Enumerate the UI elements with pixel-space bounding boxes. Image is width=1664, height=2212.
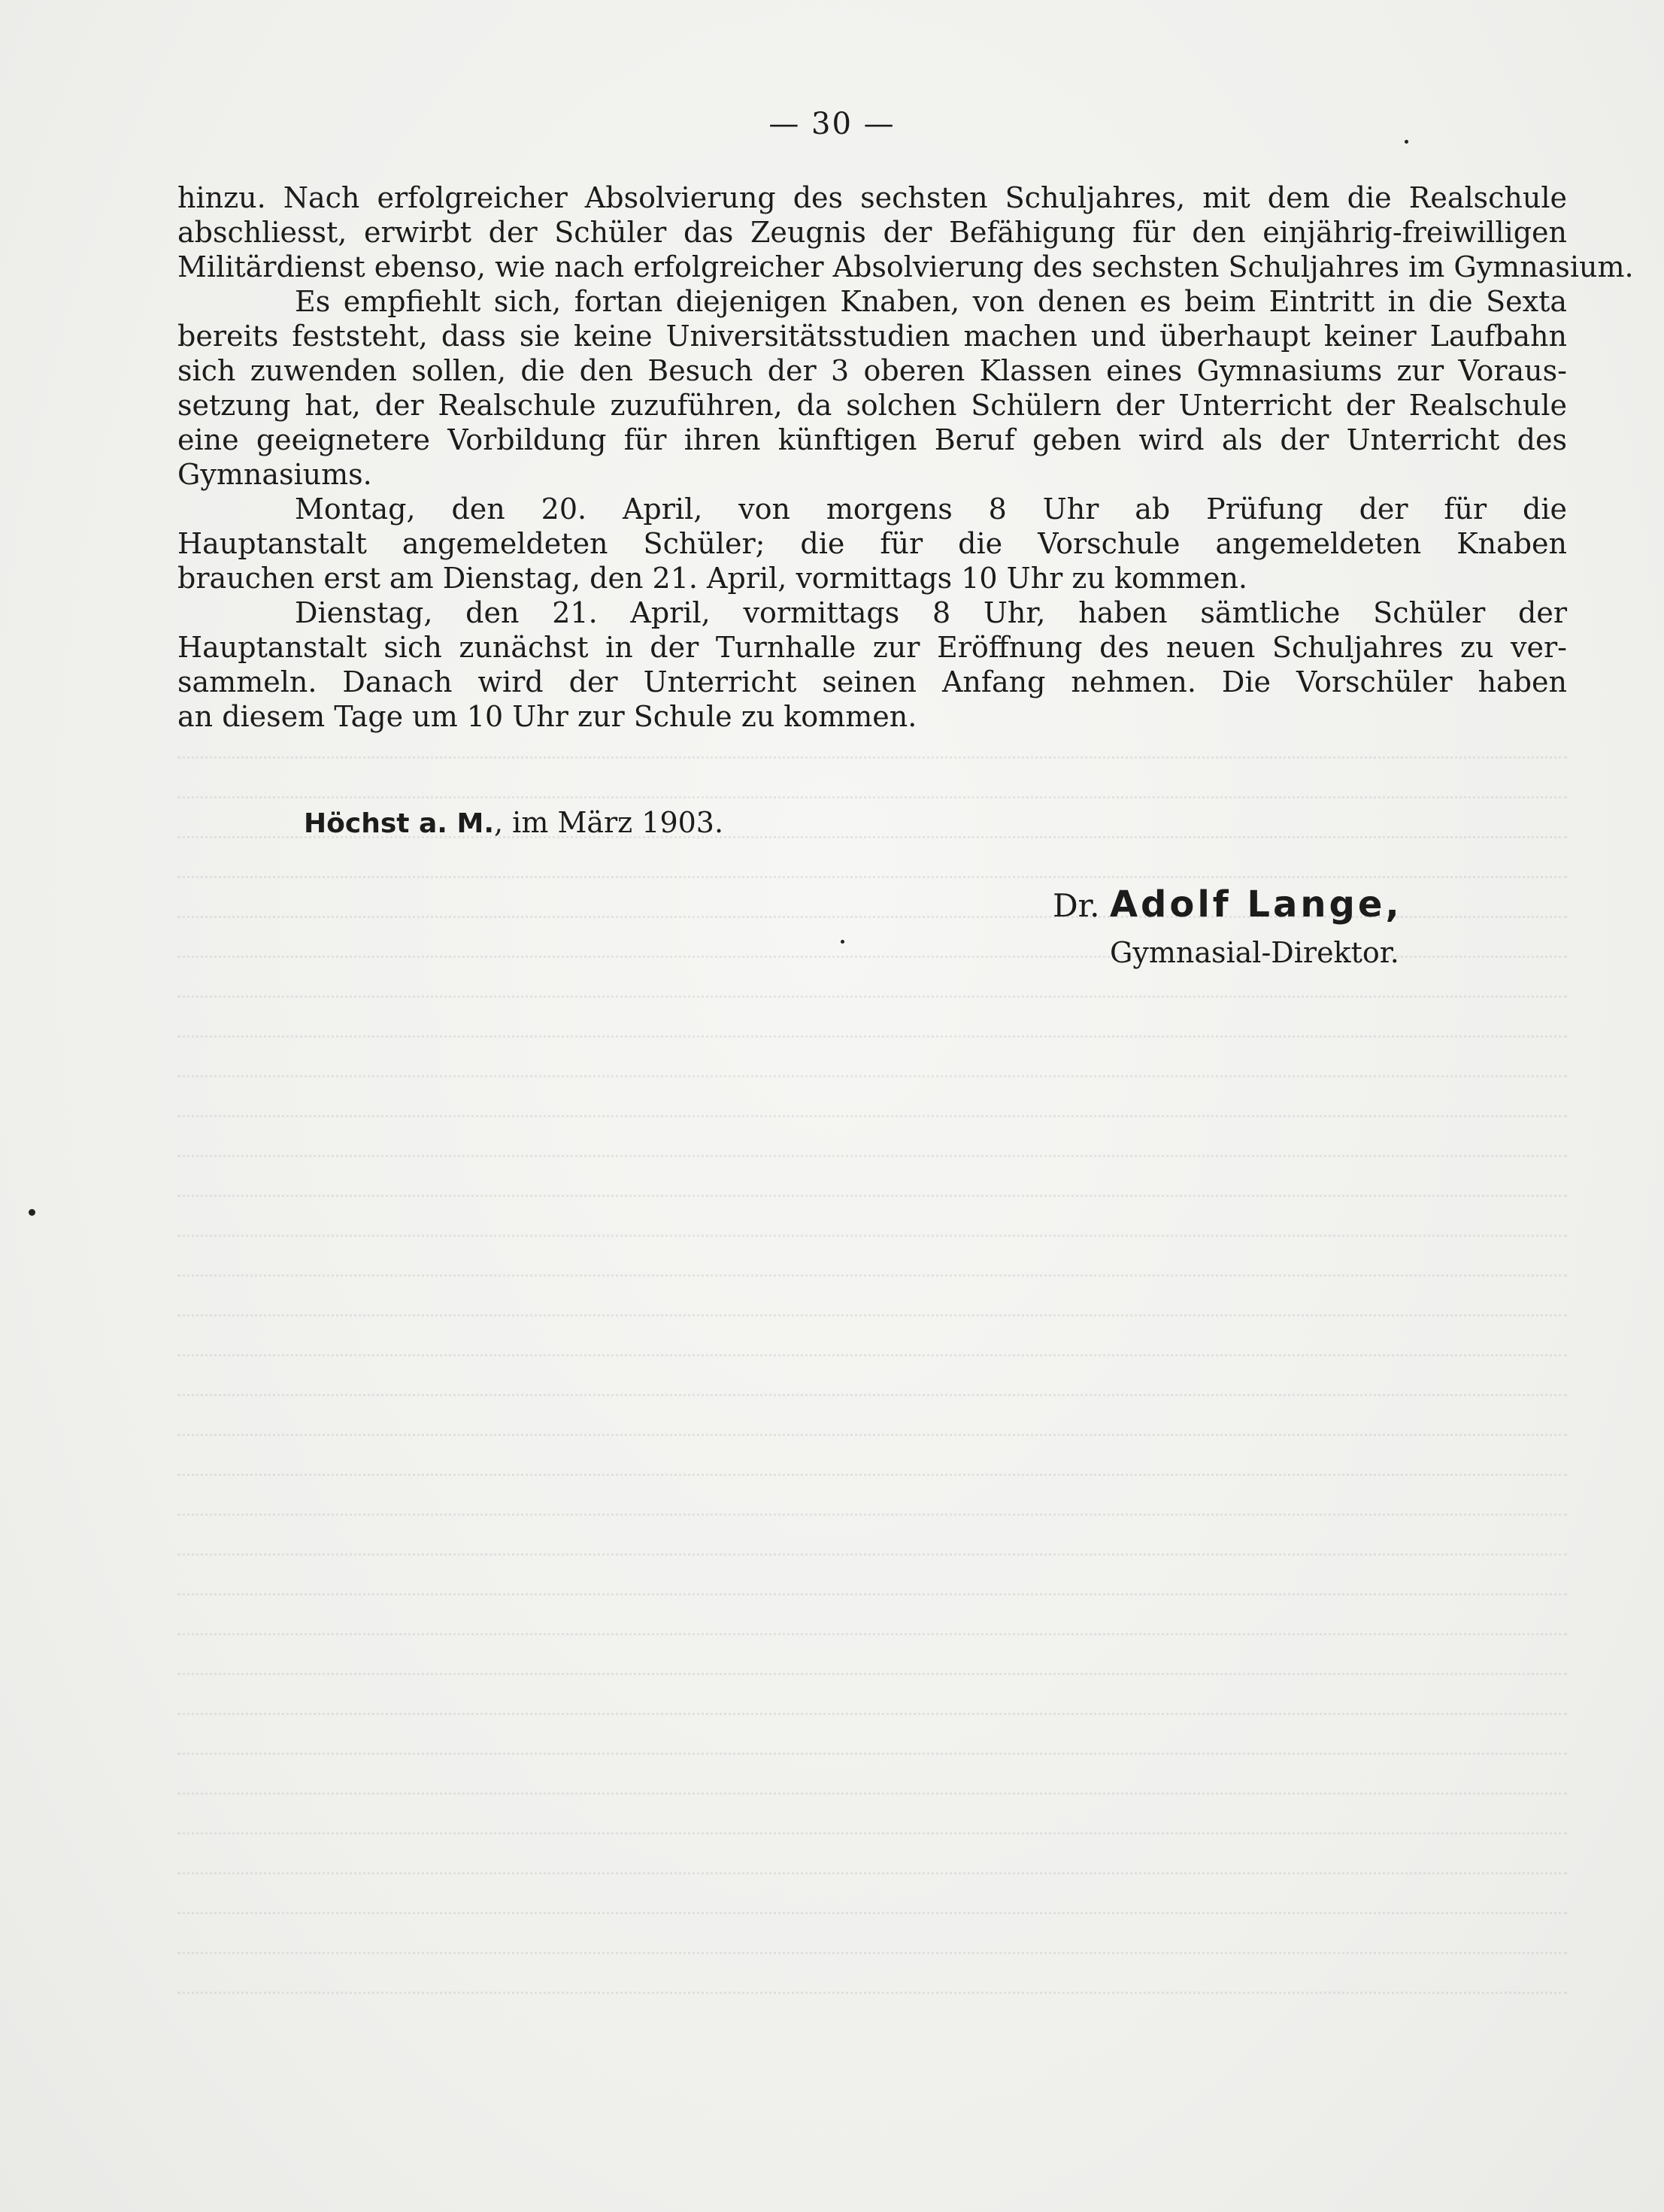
date: , im März 1903. [494, 806, 724, 839]
text-line: brauchen erst am Dienstag, den 21. April, vormittags 10 Uhr zu kommen. [177, 562, 1248, 595]
signature-title: Gymnasial-Direktor. [1110, 936, 1399, 969]
text-line: bereits feststeht, dass sie keine Universitätsstudien machen und überhaupt keiner Laufbahn [177, 320, 1567, 353]
body-text [177, 180, 1634, 734]
text-line: eine geeignetere Vorbildung für ihren künftigen Beruf geben wird als der Unterricht des [177, 423, 1567, 456]
place: Höchst a. M. [304, 808, 495, 839]
paragraph [177, 492, 1567, 595]
text-line: hinzu. Nach erfolgreicher Absolvierung des sechsten Schuljahres, mit dem die Realschule [177, 181, 1567, 214]
text-line: sammeln. Danach wird der Unterricht seinen Anfang nehmen. Die Vorschüler haben [177, 665, 1567, 698]
text-line: Hauptanstalt angemeldeten Schüler; die für die Vorschule angemeldeten Knaben [177, 527, 1567, 560]
text-line: Montag, den 20. April, von morgens 8 Uhr ab Prüfung der für die [295, 492, 1567, 526]
text-line: Gymnasiums. [177, 458, 372, 491]
signature [1053, 883, 1402, 926]
text-line: setzung hat, der Realschule zuzuführen, da solchen Schülern der Unterricht der Realschule [177, 389, 1567, 422]
paragraph [177, 180, 1634, 284]
ink-speck [29, 1209, 35, 1216]
paragraph [177, 595, 1567, 734]
text-line: Es empfiehlt sich, fortan diejenigen Knaben, von denen es beim Eintritt in die Sexta [295, 285, 1567, 318]
signature-name: Adolf Lange, [1109, 883, 1402, 926]
signature-prefix: Dr. [1053, 887, 1100, 924]
text-line: sich zuwenden sollen, die den Besuch der 3 oberen Klassen eines Gymnasiums zur Voraus- [177, 354, 1567, 387]
text-line: abschliesst, erwirbt der Schüler das Zeugnis der Befähigung für den einjährig-freiwilligen [177, 216, 1567, 249]
page-number: — 30 — [768, 107, 896, 141]
text-line: Dienstag, den 21. April, vormittags 8 Uhr, haben sämtliche Schüler der [295, 596, 1567, 629]
text-line: Militärdienst ebenso, wie nach erfolgreicher Absolvierung des sechsten Schuljahres im Gymnasium. [177, 250, 1634, 283]
ink-speck [841, 940, 844, 944]
paragraph [177, 284, 1567, 492]
text-line: Hauptanstalt sich zunächst in der Turnhalle zur Eröffnung des neuen Schuljahres zu ver- [177, 631, 1567, 664]
text-line: an diesem Tage um 10 Uhr zur Schule zu kommen. [177, 700, 917, 733]
place-and-date [304, 806, 723, 839]
ink-speck [1405, 140, 1408, 144]
